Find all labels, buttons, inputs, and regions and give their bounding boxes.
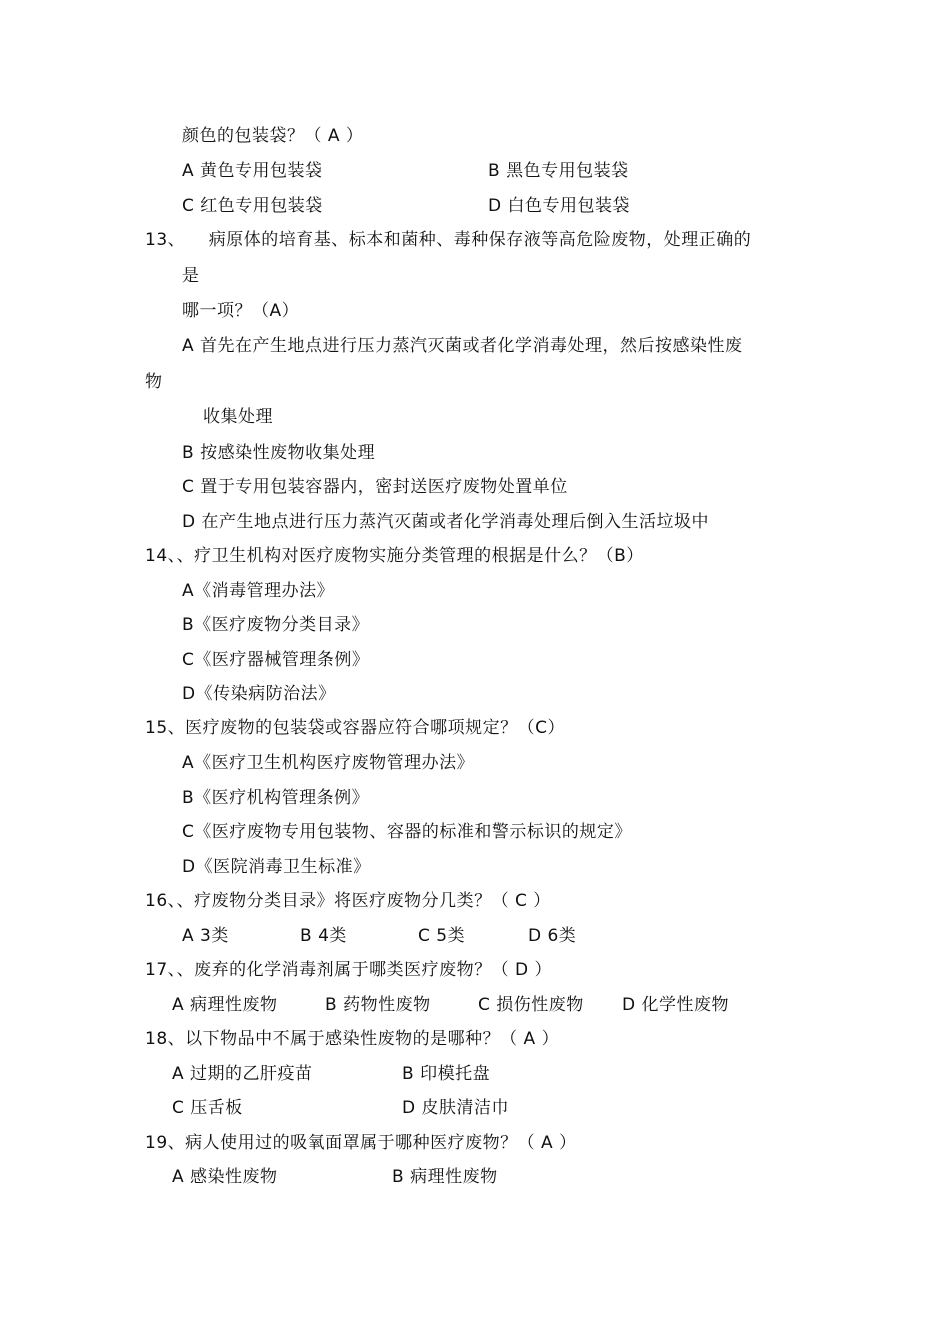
question-18: 18、以下物品中不属于感染性废物的是哪种？（ A ） bbox=[145, 1029, 560, 1049]
option-b: B《医疗机构管理条例》 bbox=[182, 788, 370, 808]
question-13: 13、 病原体的培育基、标本和菌种、毒种保存液等高危险废物，处理正确的 bbox=[145, 230, 752, 250]
option-d: D 在产生地点进行压力蒸汽灭菌或者化学消毒处理后倒入生活垃圾中 bbox=[182, 512, 709, 532]
option-d: D 皮肤清洁巾 bbox=[402, 1098, 509, 1118]
question-15: 15、医疗废物的包装袋或容器应符合哪项规定？（C） bbox=[145, 718, 566, 738]
option-c: C《医疗器械管理条例》 bbox=[182, 650, 370, 670]
option-a-wrap-2: 收集处理 bbox=[203, 407, 273, 427]
option-b: B 病理性废物 bbox=[392, 1167, 498, 1187]
option-c: C 红色专用包装袋 bbox=[182, 196, 323, 216]
option-a: A 3类 bbox=[182, 926, 229, 946]
option-a: A 过期的乙肝疫苗 bbox=[172, 1064, 313, 1084]
option-a: A 病理性废物 bbox=[172, 995, 278, 1015]
option-c: C 5类 bbox=[418, 926, 466, 946]
question-17: 17、、废弃的化学消毒剂属于哪类医疗废物？（ D ） bbox=[145, 960, 553, 980]
option-d: D 6类 bbox=[528, 926, 577, 946]
question-12-continuation: 颜色的包装袋？（ A ） bbox=[182, 126, 364, 146]
question-13-wrap: 是 bbox=[182, 266, 200, 286]
question-19: 19、病人使用过的吸氧面罩属于哪种医疗废物？（ A ） bbox=[145, 1133, 577, 1153]
option-b: B 印模托盘 bbox=[402, 1064, 491, 1084]
option-b: B 黑色专用包装袋 bbox=[488, 161, 629, 181]
option-a: A《消毒管理办法》 bbox=[182, 581, 335, 601]
option-d: D 化学性废物 bbox=[622, 995, 729, 1015]
option-d: D 白色专用包装袋 bbox=[488, 196, 630, 216]
option-c: C 压舌板 bbox=[172, 1098, 243, 1118]
option-c: C《医疗废物专用包装物、容器的标准和警示标识的规定》 bbox=[182, 822, 632, 842]
option-a: A 黄色专用包装袋 bbox=[182, 161, 323, 181]
option-b: B 按感染性废物收集处理 bbox=[182, 443, 376, 463]
question-13-wrap-2: 哪一项？（A） bbox=[182, 301, 300, 321]
option-a: A 感染性废物 bbox=[172, 1167, 278, 1187]
option-c: C 置于专用包装容器内，密封送医疗废物处置单位 bbox=[182, 477, 568, 497]
option-c: C 损伤性废物 bbox=[478, 995, 584, 1015]
option-b: B《医疗废物分类目录》 bbox=[182, 615, 370, 635]
option-a: A《医疗卫生机构医疗废物管理办法》 bbox=[182, 753, 475, 773]
option-a: A 首先在产生地点进行压力蒸汽灭菌或者化学消毒处理，然后按感染性废 bbox=[182, 336, 743, 356]
option-a-wrap: 物 bbox=[145, 372, 163, 392]
question-16: 16、、疗废物分类目录》将医疗废物分几类？（ C ） bbox=[145, 891, 551, 911]
option-b: B 药物性废物 bbox=[325, 995, 431, 1015]
option-b: B 4类 bbox=[300, 926, 347, 946]
option-d: D《医院消毒卫生标准》 bbox=[182, 857, 371, 877]
option-d: D《传染病防治法》 bbox=[182, 684, 336, 704]
question-14: 14、、疗卫生机构对医疗废物实施分类管理的根据是什么？（B） bbox=[145, 546, 644, 566]
